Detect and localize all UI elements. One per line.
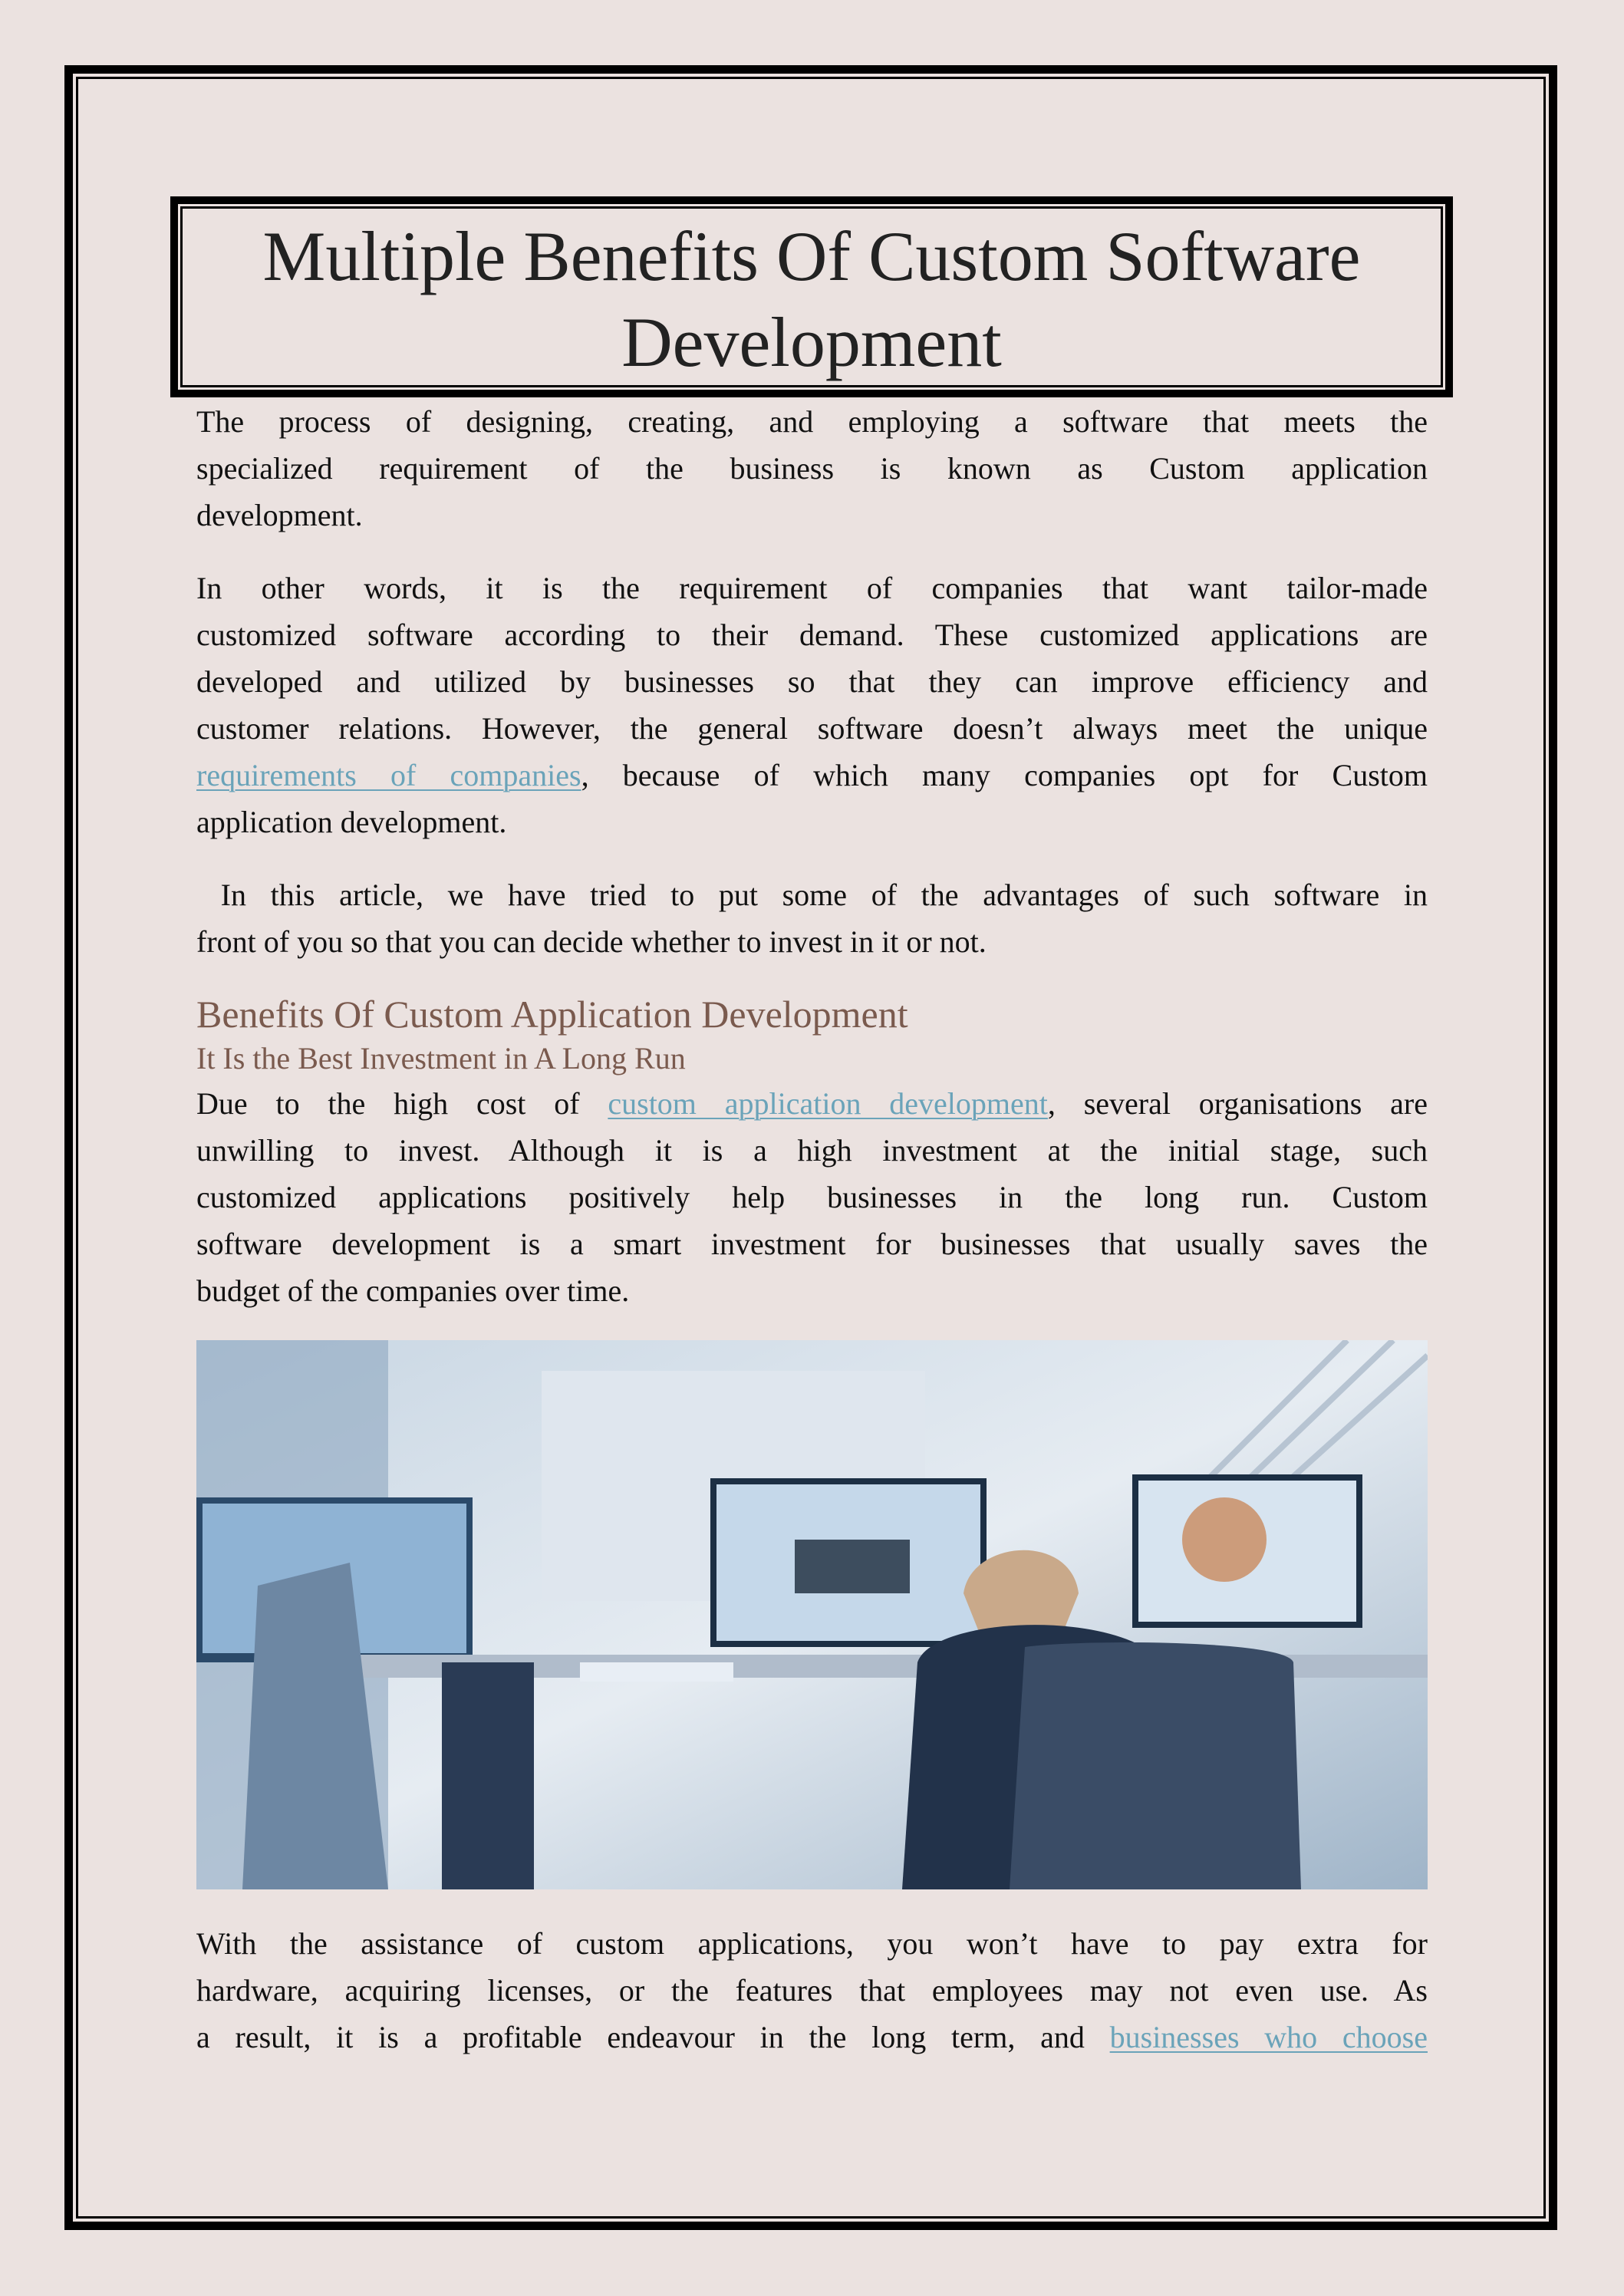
text-line xyxy=(196,918,1428,965)
text-line xyxy=(196,1220,1428,1267)
office-workstation-photo xyxy=(196,1340,1428,1889)
text-segment: The process of designing, creating, and employing a software that meets the xyxy=(196,404,1428,439)
text-line xyxy=(196,871,1428,918)
text-line xyxy=(196,705,1428,752)
text-segment: customized software according to their demand. These customized applications are xyxy=(196,618,1428,652)
text-segment: specialized requirement of the business is known as Custom application xyxy=(196,451,1428,486)
text-line xyxy=(196,1174,1428,1220)
text-line xyxy=(196,2014,1428,2060)
text-segment: customer relations. However, the general software doesn’t always meet the unique xyxy=(196,711,1428,746)
title-line-2: Development xyxy=(621,303,1002,381)
text-line xyxy=(196,658,1428,705)
article-body xyxy=(196,398,1428,2087)
closing-paragraph xyxy=(196,1920,1428,2060)
text-line xyxy=(196,1127,1428,1174)
text-line xyxy=(196,1080,1428,1127)
text-segment: In other words, it is the requirement of companies that want tailor-made xyxy=(196,571,1428,605)
page-title xyxy=(178,213,1445,385)
text-segment: In this article, we have tried to put some of the advantages of such software in xyxy=(196,878,1428,912)
paragraph xyxy=(196,1080,1428,1314)
text-line xyxy=(196,752,1428,799)
title-line-1: Multiple Benefits Of Custom Software xyxy=(262,217,1361,295)
text-line xyxy=(196,565,1428,611)
section-subheading: It Is the Best Investment in A Long Run xyxy=(196,1041,686,1076)
text-line xyxy=(196,492,1428,539)
inline-link[interactable]: businesses who choose xyxy=(1109,2020,1428,2054)
text-line xyxy=(196,611,1428,658)
text-line xyxy=(196,398,1428,445)
intro-paragraphs xyxy=(196,398,1428,965)
text-line xyxy=(196,445,1428,492)
text-segment: budget of the companies over time. xyxy=(196,1273,630,1308)
text-segment: , several organisations are xyxy=(1047,1086,1428,1121)
paragraph xyxy=(196,871,1428,965)
section-heading: Benefits Of Custom Application Development xyxy=(196,993,908,1036)
text-segment: application development. xyxy=(196,805,507,839)
text-segment: Due to the high cost of xyxy=(196,1086,608,1121)
paragraph xyxy=(196,565,1428,845)
paragraph xyxy=(196,1920,1428,2060)
text-segment: unwilling to invest. Although it is a high investment at the initial stage, such xyxy=(196,1133,1428,1168)
text-line xyxy=(196,1920,1428,1967)
text-segment: , because of which many companies opt for Custom xyxy=(581,758,1428,792)
paragraph xyxy=(196,398,1428,539)
inline-link[interactable]: requirements of companies xyxy=(196,758,581,792)
text-segment: hardware, acquiring licenses, or the features that employees may not even use. As xyxy=(196,1973,1428,2008)
text-segment: customized applications positively help businesses in the long run. Custom xyxy=(196,1180,1428,1214)
text-segment: development. xyxy=(196,498,363,532)
text-segment: front of you so that you can decide whether to invest in it or not. xyxy=(196,924,987,959)
text-line xyxy=(196,799,1428,845)
investment-paragraphs xyxy=(196,1080,1428,1314)
text-segment: a result, it is a profitable endeavour in the long term, and xyxy=(196,2020,1110,2054)
text-line xyxy=(196,1967,1428,2014)
text-segment: developed and utilized by businesses so that they can improve efficiency and xyxy=(196,664,1428,699)
text-segment: With the assistance of custom applications, you won’t have to pay extra for xyxy=(196,1926,1428,1961)
title-box xyxy=(170,196,1453,397)
inline-link[interactable]: custom application development xyxy=(608,1086,1048,1121)
text-line xyxy=(196,1267,1428,1314)
text-segment: software development is a smart investment for businesses that usually saves the xyxy=(196,1227,1428,1261)
